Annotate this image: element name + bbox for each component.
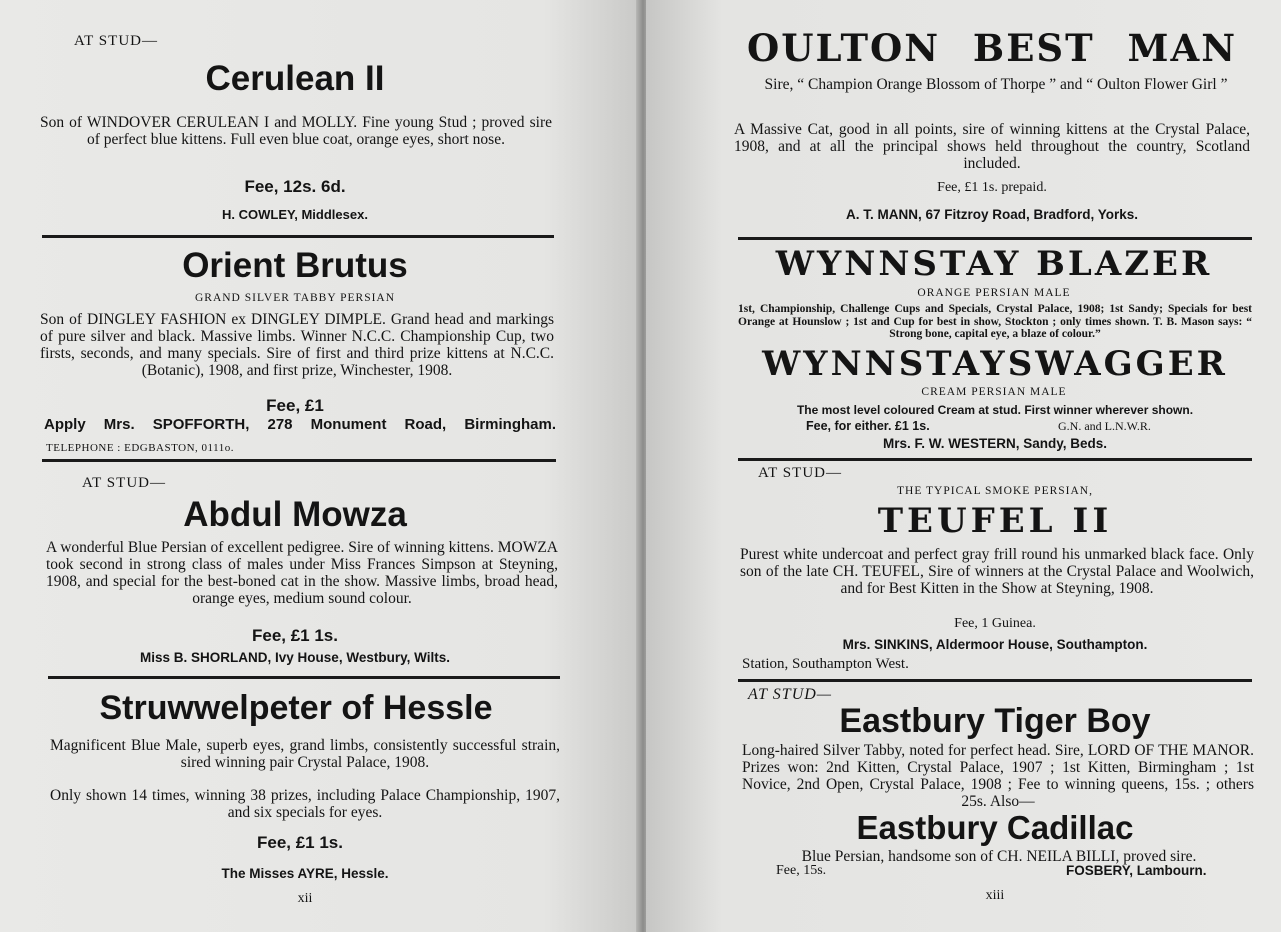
page-number: xii bbox=[297, 891, 313, 906]
divider-rule bbox=[738, 679, 1252, 682]
ad-title-cerulean: Cerulean II bbox=[205, 59, 385, 98]
ad-title-teufel: TEUFEL II bbox=[877, 501, 1113, 541]
ad-description-orient-brutus: Son of DINGLEY FASHION ex DINGLEY DIMPLE. Grand head and markings of pure silver and black. Massive limbs. Winner N.C.C. Championship Cup, two firsts, seconds, and many specials. Sire of first and third prize kittens at N.C.C. (Botanic), 1908, and first prize, Winchester, 1908. bbox=[40, 311, 554, 379]
ad-apply-orient-brutus: Apply Mrs. SPOFFORTH, 278 Monument Road, Birmingham. bbox=[44, 416, 556, 433]
ad-description-struwwelpeter: Magnificent Blue Male, superb eyes, grand limbs, consistently successful strain, sired winning pair Crystal Palace, 1908. bbox=[50, 737, 560, 771]
ad-subtitle-wynnstay-swagger: CREAM PERSIAN MALE bbox=[921, 386, 1067, 398]
ad-subtitle-teufel: THE TYPICAL SMOKE PERSIAN, bbox=[897, 485, 1093, 497]
right-page bbox=[646, 0, 1281, 932]
ad-owner-eastbury: FOSBERY, Lambourn. bbox=[1066, 863, 1207, 878]
ad-fee-eastbury: Fee, 15s. bbox=[776, 863, 827, 878]
at-stud-label: AT STUD— bbox=[82, 475, 166, 491]
ad-title-abdul-mowza: Abdul Mowza bbox=[183, 495, 407, 534]
at-stud-label: AT STUD— bbox=[74, 33, 158, 49]
ad-fee-wynnstay: Fee, for either. £1 1s. bbox=[806, 419, 930, 433]
ad-fee-cerulean: Fee, 12s. 6d. bbox=[244, 177, 346, 196]
ad-description-oulton-best-man: A Massive Cat, good in all points, sire of winning kittens at the Crystal Palace, 1908, and at all the principal shows held throughout the country, Scotland included. bbox=[734, 121, 1250, 172]
ad-owner-struwwelpeter: The Misses AYRE, Hessle. bbox=[221, 866, 389, 881]
ad-description-teufel: Purest white undercoat and perfect gray frill round his unmarked black face. Only son of the late CH. TEUFEL, Sire of winners at the Crystal Palace and Woolwich, and for Best Kitten in the Show at Steyning, 1908. bbox=[740, 546, 1254, 597]
ad-title-oulton-best-man: OULTON BEST MAN bbox=[746, 26, 1238, 70]
ad-fee-struwwelpeter: Fee, £1 1s. bbox=[256, 833, 343, 852]
divider-rule bbox=[42, 235, 554, 238]
ad-subtitle-wynnstay-blazer: ORANGE PERSIAN MALE bbox=[917, 287, 1071, 299]
ad-description-struwwelpeter-2: Only shown 14 times, winning 38 prizes, including Palace Championship, 1907, and six specials for eyes. bbox=[50, 787, 560, 821]
ad-owner-wynnstay: Mrs. F. W. WESTERN, Sandy, Beds. bbox=[882, 436, 1108, 451]
divider-rule bbox=[42, 459, 556, 462]
ad-title-struwwelpeter: Struwwelpeter of Hessle bbox=[99, 689, 493, 727]
left-page bbox=[0, 0, 640, 932]
ad-fee-abdul-mowza: Fee, £1 1s. bbox=[251, 626, 338, 645]
ad-fee-teufel: Fee, 1 Guinea. bbox=[954, 616, 1036, 631]
ad-owner-abdul-mowza: Miss B. SHORLAND, Ivy House, Westbury, Wilts. bbox=[140, 650, 450, 665]
ad-description-wynnstay-swagger: The most level coloured Cream at stud. First winner wherever shown. bbox=[796, 403, 1194, 417]
ad-rail-wynnstay: G.N. and L.N.W.R. bbox=[1058, 419, 1151, 433]
ad-station-teufel: Station, Southampton West. bbox=[742, 656, 909, 672]
ad-owner-teufel: Mrs. SINKINS, Aldermoor House, Southampton. bbox=[842, 637, 1148, 652]
ad-subtitle-orient-brutus: GRAND SILVER TABBY PERSIAN bbox=[194, 292, 396, 304]
ad-title-eastbury-cadillac: Eastbury Cadillac bbox=[856, 809, 1134, 846]
ad-fee-oulton-best-man: Fee, £1 1s. prepaid. bbox=[937, 180, 1047, 195]
ad-owner-oulton-best-man: A. T. MANN, 67 Fitzroy Road, Bradford, Yorks. bbox=[845, 207, 1139, 222]
ad-description-cerulean: Son of WINDOVER CERULEAN I and MOLLY. Fine young Stud ; proved sire of perfect blue kittens. Full even blue coat, orange eyes, short nose. bbox=[40, 114, 552, 148]
ad-description-wynnstay-blazer: 1st, Championship, Challenge Cups and Specials, Crystal Palace, 1908; 1st Sandy; Specials for best Orange at Hounslow ; 1st and Cup for best in show, Stockton ; only times shown. T. B. Mason says: “ Strong bone, capital eye, a blaze of colour.” bbox=[738, 303, 1252, 340]
ad-fee-orient-brutus: Fee, £1 bbox=[266, 396, 324, 415]
ad-title-wynnstay-blazer: WYNNSTAY BLAZER bbox=[775, 244, 1213, 284]
ad-owner-cerulean: H. COWLEY, Middlesex. bbox=[222, 207, 368, 222]
ad-title-wynnstay-swagger: WYNNSTAYSWAGGER bbox=[762, 344, 1228, 384]
ad-sire-oulton-best-man: Sire, “ Champion Orange Blossom of Thorpe ” and “ Oulton Flower Girl ” bbox=[764, 76, 1228, 93]
ad-description-eastbury-tiger-boy: Long-haired Silver Tabby, noted for perfect head. Sire, LORD OF THE MANOR. Prizes won: 2nd Kitten, Crystal Palace, 1907 ; 1st Kitten, Birmingham ; 1st Novice, 2nd Open, Crystal Palace, 1908 ; Fee to winning queens, 15s. ; others 25s. Also— bbox=[742, 742, 1254, 810]
divider-rule bbox=[738, 458, 1252, 461]
at-stud-label: AT STUD— bbox=[748, 686, 833, 703]
ad-description-abdul-mowza: A wonderful Blue Persian of excellent pedigree. Sire of winning kittens. MOWZA took second in strong class of males under Miss Frances Simpson at Steyning, 1908, and special for the best-boned cat in the show. Massive limbs, broad head, orange eyes, medium sound colour. bbox=[46, 539, 558, 607]
page-number: xiii bbox=[985, 888, 1005, 903]
ad-telephone-orient-brutus: TELEPHONE : EDGBASTON, 0111o. bbox=[46, 442, 234, 454]
at-stud-label: AT STUD— bbox=[758, 465, 842, 481]
ad-title-orient-brutus: Orient Brutus bbox=[182, 246, 408, 285]
ad-title-eastbury-tiger-boy: Eastbury Tiger Boy bbox=[839, 702, 1151, 740]
divider-rule bbox=[738, 237, 1252, 240]
divider-rule bbox=[48, 676, 560, 679]
ad-description-eastbury-cadillac: Blue Persian, handsome son of CH. NEILA BILLI, proved sire. bbox=[801, 848, 1197, 865]
